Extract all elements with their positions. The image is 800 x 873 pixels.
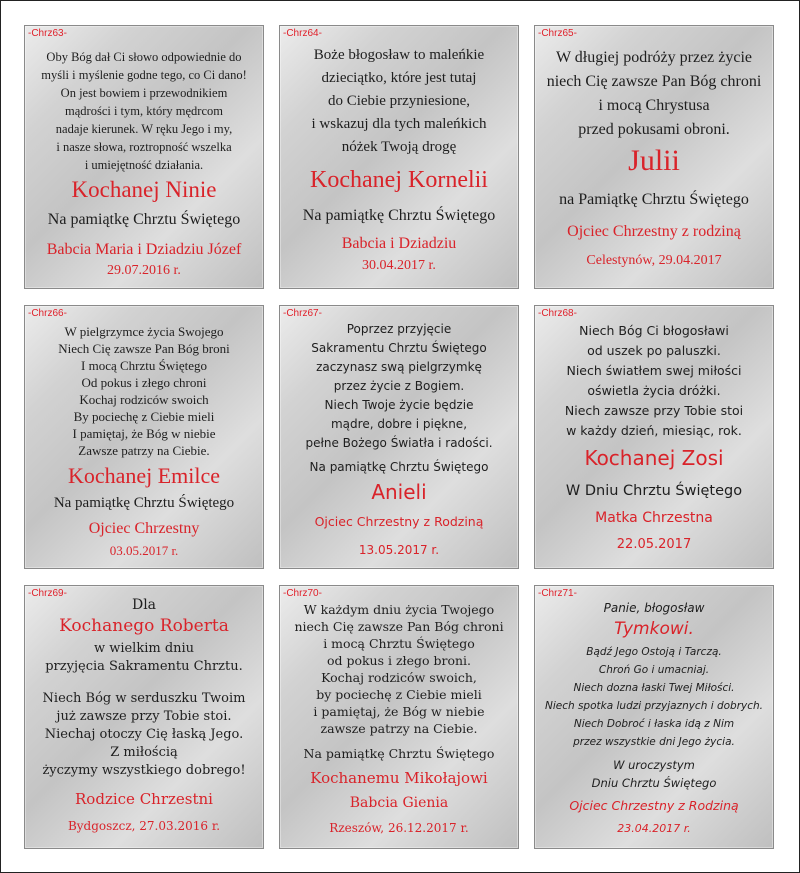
plate-recipient-name: Anieli — [371, 480, 427, 504]
plate-verse-line: i mocą Chrztu Świętego — [323, 636, 475, 651]
plate-occasion: W Dniu Chrztu Świętego — [565, 483, 743, 499]
plate-verse-line: i wskazuj dla tych maleńkich — [311, 116, 487, 132]
plate-verse-line: W każdym dniu życia Twojego — [303, 602, 495, 617]
plate-recipient-name: Kochanej Emilce — [67, 463, 221, 488]
plate-verse-line: W długiej podróży przez życie — [555, 49, 753, 66]
plate-occasion: Na pamiątkę Chrztu Świętego — [309, 460, 489, 474]
plate-signature: Ojciec Chrzestny z rodziną — [567, 223, 741, 240]
plate-verse-line: do Ciebie przyniesione, — [327, 93, 471, 109]
plate-verse-line: Niech zawsze przy Tobie stoi — [564, 403, 744, 418]
plate-signature: Matka Chrzestna — [595, 510, 713, 526]
plate-verse-line: Oby Bóg dał Ci słowo odpowiednie do — [46, 50, 242, 64]
plate-signature: Babcia Gienia — [349, 795, 449, 811]
plate-verse-line: W pielgrzymce życia Swojego — [64, 324, 224, 339]
plate-chrz69 — [24, 585, 264, 849]
plate-verse-line: od uszek po paluszki. — [587, 343, 721, 358]
plate-verse-line: Sakramentu Chrztu Świętego — [311, 341, 487, 355]
plate-verse-line: Niech Cię zawsze Pan Bóg broni — [58, 341, 230, 356]
plate-recipient-name: Kochanego Roberta — [59, 616, 229, 636]
plate-verse-line: I pamiętaj, że Bóg w niebie — [72, 426, 216, 441]
plate-verse-line: przed pokusami obroni. — [578, 121, 730, 138]
plate-verse-line: pełne Bożego Światła i radości. — [305, 436, 493, 450]
plate-verse-line: mądre, dobre i piękne, — [330, 417, 468, 431]
plate-code: -Chrz69- — [28, 588, 67, 599]
plate-date: 30.04.2017 r. — [362, 258, 436, 273]
plate-verse-line: niech Cię zawsze Pan Bóg chroni — [546, 73, 762, 90]
plate-chrz65 — [534, 25, 774, 289]
plate-verse-line: Panie, błogosław — [603, 601, 705, 615]
plate-verse-line: od pokus i złego broni. — [326, 653, 472, 668]
plate-verse-line: Kochaj rodziców swoich — [79, 392, 209, 407]
plate-recipient-name: Julii — [628, 144, 680, 177]
plate-date: 22.05.2017 — [616, 537, 692, 552]
plate-verse-line: przez wszystkie dni Jego życia. — [573, 736, 735, 748]
plate-chrz66 — [24, 305, 264, 569]
plate-code: -Chrz65- — [538, 28, 577, 39]
plate-occasion: na Pamiątkę Chrztu Świętego — [559, 191, 749, 208]
plate-verse-line: nóżek Twoją drogę — [341, 139, 457, 155]
plate-verse-line: by pociechę z Ciebie mieli — [316, 687, 482, 702]
plate-verse-line: Od pokus i złego chroni — [81, 375, 207, 390]
plate-date: Celestynów, 29.04.2017 — [586, 253, 722, 268]
plate-signature: Ojciec Chrzestny — [88, 520, 200, 537]
plate-verse-line: Chroń Go i umacniaj. — [598, 664, 710, 676]
plate-verse-line: By pociechę z Ciebie mieli — [73, 409, 215, 424]
plate-verse-line: Poprzez przyjęcie — [346, 322, 452, 336]
plate-date: Rzeszów, 26.12.2017 r. — [329, 821, 469, 835]
plate-verse-line: myśli i myślenie godne tego, co Ci dano! — [41, 68, 247, 82]
plate-code: -Chrz71- — [538, 588, 577, 599]
plate-verse-line: Zawsze patrzy na Ciebie. — [78, 443, 210, 458]
plate-chrz64 — [279, 25, 519, 289]
plate-verse-line: przyjęcia Sakramentu Chrztu. — [45, 659, 243, 674]
plate-signature: Babcia i Dziadziu — [341, 235, 457, 252]
plate-verse-line: nadaje kierunek. W ręku Jego i my, — [55, 122, 233, 136]
plate-verse-line: I mocą Chrztu Świętego — [81, 358, 207, 373]
plate-occasion: W uroczystym — [613, 758, 695, 772]
plate-verse-line: życzymy wszystkiego dobrego! — [42, 763, 246, 778]
plate-verse-line: niech Cię zawsze Pan Bóg chroni — [294, 619, 504, 634]
plate-verse-line: w każdy dzień, miesiąc, rok. — [566, 423, 742, 438]
plate-chrz68 — [534, 305, 774, 569]
plate-verse-line: Boże błogosław to maleńkie — [313, 47, 485, 63]
plate-verse-line: i umiejętność działania. — [84, 158, 204, 172]
plate-chrz63 — [24, 25, 264, 289]
plate-code: -Chrz67- — [283, 308, 322, 319]
plate-occasion: Dniu Chrztu Świętego — [591, 776, 717, 790]
plate-verse-line: Niech dozna łaski Twej Miłości. — [573, 682, 735, 694]
plate-verse-line: Z miłością — [110, 745, 178, 760]
plate-verse-line: On jest bowiem i przewodnikiem — [60, 86, 228, 100]
plate-verse-line: oświetla życia dróżki. — [587, 383, 721, 398]
plate-occasion: Na pamiątkę Chrztu Świętego — [53, 495, 235, 511]
plate-recipient-name: Kochanej Zosi — [584, 446, 724, 470]
plate-recipient-name: Tymkowi. — [614, 619, 694, 639]
plate-verse-line: zawsze patrzy na Ciebie. — [320, 721, 478, 736]
plate-signature: Ojciec Chrzestny z Rodziną — [569, 798, 739, 813]
plate-verse-line: już zawsze przy Tobie stoi. — [56, 709, 232, 724]
plate-date: 29.07.2016 r. — [107, 263, 181, 278]
plate-recipient-name: Kochanej Kornelii — [310, 167, 488, 193]
plate-recipient-name: Kochanemu Mikołajowi — [310, 769, 488, 787]
plate-verse-line: przez życie z Bogiem. — [333, 379, 465, 393]
plate-signature: Babcia Maria i Dziadziu Józef — [46, 241, 242, 258]
plate-code: -Chrz70- — [283, 588, 322, 599]
plate-date: 03.05.2017 r. — [109, 543, 179, 558]
plate-code: -Chrz63- — [28, 28, 67, 39]
plate-verse-line: Niechaj otoczy Cię łaską Jego. — [44, 727, 244, 742]
plate-code: -Chrz64- — [283, 28, 322, 39]
plate-verse-line: Niech Twoje życie będzie — [324, 398, 474, 412]
plate-date: 13.05.2017 r. — [358, 543, 440, 557]
plate-recipient-name: Kochanej Ninie — [71, 177, 217, 202]
plate-chrz67 — [279, 305, 519, 569]
plate-verse-line: Kochaj rodziców swoich, — [321, 670, 477, 685]
plate-verse-line: Dla — [131, 597, 157, 613]
plate-verse-line: i pamiętaj, że Bóg w niebie — [313, 704, 485, 719]
plate-verse-line: dzieciątko, które jest tutaj — [321, 70, 477, 86]
plate-signature: Rodzice Chrzestni — [75, 790, 213, 808]
plate-chrz71 — [534, 585, 774, 849]
plate-signature: Ojciec Chrzestny z Rodziną — [314, 514, 484, 529]
plate-verse-line: w wielkim dniu — [93, 641, 195, 656]
plate-verse-line: mądrości i tym, który mędrcom — [65, 104, 223, 118]
plate-occasion: Na pamiątkę Chrztu Świętego — [302, 207, 496, 224]
plate-occasion: Na pamiątkę Chrztu Świętego — [47, 211, 241, 228]
plate-occasion: Na pamiątkę Chrztu Świętego — [303, 746, 495, 761]
plate-verse-line: Niech spotka ludzi przyjaznych i dobrych. — [544, 700, 764, 712]
plate-verse-line: i nasze słowa, roztropność wszelka — [56, 140, 232, 154]
plate-verse-line: Niech Bóg Ci błogosławi — [579, 323, 729, 338]
plate-verse-line: zaczynasz swą pielgrzymkę — [316, 360, 482, 374]
plate-chrz70 — [279, 585, 519, 849]
plate-code: -Chrz68- — [538, 308, 577, 319]
plate-code: -Chrz66- — [28, 308, 67, 319]
plate-verse-line: Niech Bóg w serduszku Twoim — [42, 691, 246, 706]
plate-verse-line: Niech światłem swej miłości — [566, 363, 742, 378]
plate-date: 23.04.2017 r. — [617, 822, 691, 835]
plate-verse-line: Niech Dobroć i łaska idą z Nim — [573, 718, 735, 730]
plate-verse-line: i mocą Chrystusa — [598, 97, 710, 114]
plate-date: Bydgoszcz, 27.03.2016 r. — [67, 819, 221, 833]
plate-verse-line: Bądź Jego Ostoją i Tarczą. — [586, 646, 722, 658]
